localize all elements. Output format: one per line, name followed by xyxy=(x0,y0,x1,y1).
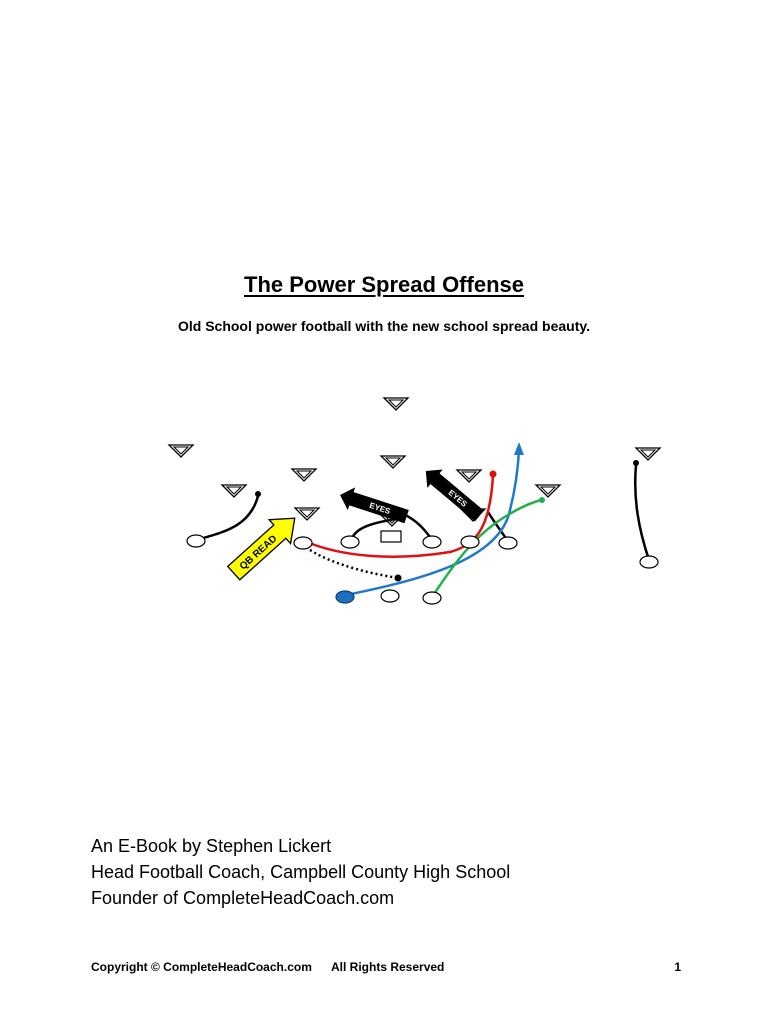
eyes-label-2: EYES xyxy=(446,488,469,509)
qb-mesh-dotted xyxy=(302,544,398,578)
defender-safety xyxy=(384,398,408,410)
eyes-arrow-1 xyxy=(336,484,410,528)
block-path-left xyxy=(196,496,258,540)
offensive-player xyxy=(187,535,205,547)
page-footer xyxy=(91,960,681,974)
author-line: Head Football Coach, Campbell County High School xyxy=(91,862,511,882)
offensive-player xyxy=(499,537,517,549)
receiver-route-right xyxy=(635,465,649,560)
page-number: 1 xyxy=(674,960,681,974)
defender-lineman xyxy=(295,508,319,520)
author-line: Founder of CompleteHeadCoach.com xyxy=(91,888,395,908)
defender-linebacker xyxy=(381,456,405,468)
offensive-player xyxy=(423,592,441,604)
defender-linebacker xyxy=(457,470,481,482)
defender-linebacker xyxy=(292,469,316,481)
footer-copyright: Copyright © CompleteHeadCoach.com xyxy=(91,960,312,974)
eyes-label-1: EYES xyxy=(368,500,392,517)
defender-outside xyxy=(536,485,560,497)
author-line: An E-Book by Stephen Lickert xyxy=(91,836,332,856)
ball-carrier xyxy=(336,591,354,603)
offensive-player xyxy=(294,537,312,549)
offensive-player xyxy=(423,536,441,548)
routes xyxy=(196,442,649,597)
route-blue-head xyxy=(514,442,524,455)
defenders xyxy=(169,398,660,526)
qb-read-arrow xyxy=(223,506,305,585)
footer-rights: All Rights Reserved xyxy=(331,960,445,974)
defender-outside xyxy=(222,485,246,497)
qb-read-label: QB READ xyxy=(237,533,280,573)
page-title: The Power Spread Offense xyxy=(244,272,524,297)
quarterback xyxy=(381,590,399,602)
offensive-player xyxy=(461,536,479,548)
offensive-player xyxy=(341,536,359,548)
page-subtitle: Old School power football with the new school spread beauty. xyxy=(177,318,590,334)
defender-corner-left xyxy=(169,445,193,457)
center-player xyxy=(381,531,401,542)
author-block xyxy=(91,833,510,911)
defender-corner-right xyxy=(636,448,660,460)
offensive-player xyxy=(640,556,658,568)
